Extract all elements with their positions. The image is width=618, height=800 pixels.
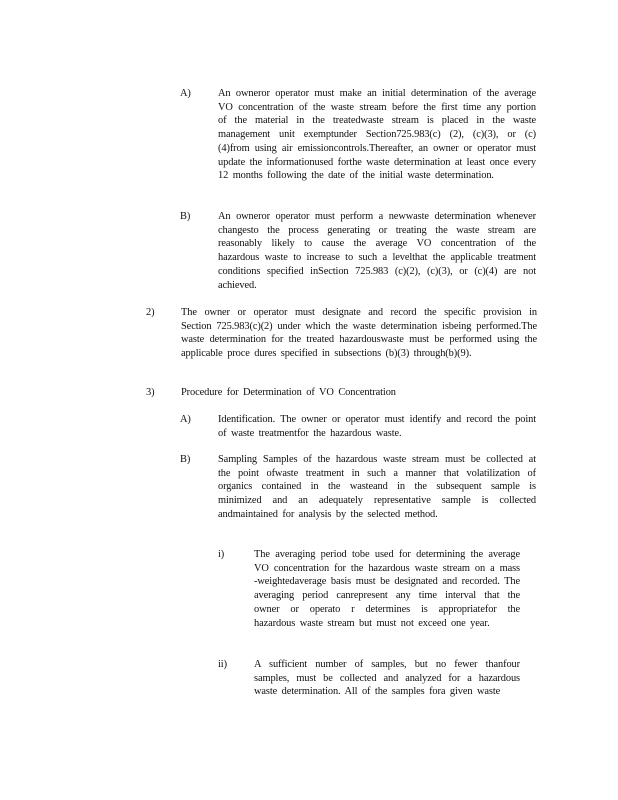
- list-marker: B): [180, 454, 191, 465]
- paragraph-text: An owneror operator must make an initial determination of the average VO concentration of the waste stream before the first time any portion of the material in the treatedwaste stream is placed in the waste management unit exemptunder Section725.983(c) (2), (c)(3), or (c)(4)from using air emissioncontrols.Thereafter, an owner or operator must update the informationused forthe waste determination at least once every 12 months following the date of the initial waste determination.: [218, 88, 536, 182]
- paragraph-b-new-determination: [180, 210, 536, 292]
- list-marker: i): [218, 549, 225, 560]
- list-marker: A): [180, 88, 191, 99]
- list-marker: 2): [146, 307, 155, 318]
- paragraph-text: The averaging period tobe used for determining the average VO concentration for the hazardous waste stream on a mass -weightedaverage basis must be designated and recorded. The averaging period canrepresent any time interval that the owner or operato r determines is appropriatefor the hazardous waste stream but must not exceed one year.: [254, 549, 520, 629]
- section-heading: Procedure for Determination of VO Concentration: [181, 387, 396, 398]
- paragraph-3-procedure-heading: [146, 386, 537, 400]
- paragraph-i-averaging-period: [218, 548, 520, 630]
- list-marker: A): [180, 414, 191, 425]
- list-marker: B): [180, 211, 191, 222]
- paragraph-2-designate-provision: [146, 306, 537, 361]
- list-marker: ii): [218, 659, 227, 670]
- paragraph-text: Identification. The owner or operator must identify and record the point of waste treatmentfor the hazardous waste.: [218, 414, 536, 439]
- paragraph-ii-sample-count: [218, 658, 520, 699]
- paragraph-text: Sampling Samples of the hazardous waste stream must be collected at the point ofwaste treatment in such a manner that volatilization of organics contained in the wasteand in the subsequent sample is minimized and an adequately representative sample is collected andmaintained for analysis by the selected method.: [218, 454, 536, 520]
- paragraph-text: An owneror operator must perform a newwaste determination whenever changesto the process generating or treating the waste stream are reasonably likely to cause the average VO concentration of the hazardous waste to increase to such a levelthat the applicable treatment conditions specified inSection 725.983 (c)(2), (c)(3), or (c)(4) are not achieved.: [218, 211, 536, 291]
- list-marker: 3): [146, 387, 155, 398]
- paragraph-text: A sufficient number of samples, but no fewer thanfour samples, must be collected and analyzed for a hazardous waste determination. All of the samples fora given waste: [254, 659, 520, 698]
- paragraph-a-identification: [180, 413, 536, 440]
- paragraph-a-initial-determination: [180, 87, 536, 183]
- paragraph-b-sampling: [180, 453, 536, 522]
- paragraph-text: The owner or operator must designate and record the specific provision in Section 725.983(c)(2) under which the waste determination isbeing performed.The waste determination for the treated hazardouswaste must be performed using the applicable proce dures specified in subsections (b)(3) through(b)(9).: [181, 307, 537, 360]
